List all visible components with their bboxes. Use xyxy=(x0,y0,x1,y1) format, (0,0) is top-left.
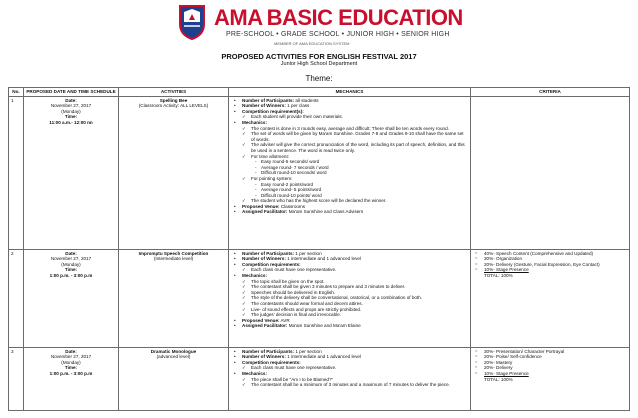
list-item: • Number of Participants: 1 per section xyxy=(231,251,468,257)
list-item: ✓ The piece shall be "Am I to be Blamed?" xyxy=(231,377,468,383)
table-header-row xyxy=(9,88,630,97)
date-cell xyxy=(24,96,119,249)
list-item: • Number of Participants: 1 per section xyxy=(231,349,468,355)
list-item: • Mechanics: xyxy=(231,120,468,126)
activity-cell xyxy=(119,96,229,249)
mechanics-cell xyxy=(229,347,471,410)
list-item: ✓ Each student will provide their own materials. xyxy=(231,114,468,120)
time-value: 1:00 p.m. - 3:00 p.m xyxy=(49,272,93,278)
list-item: ✓ The style of the delivery shall be conversational, oratorical, or a combination of both. xyxy=(231,295,468,301)
brand-part2: BASIC EDUCATION xyxy=(266,5,463,30)
criteria-item: ○ 30%- Presentation/ Character Portrayal xyxy=(473,349,627,355)
table-row xyxy=(9,96,630,249)
row-number: 2 xyxy=(9,249,24,347)
list-item: ✓ Each class must have one representative. xyxy=(231,267,468,273)
criteria-cell xyxy=(471,249,630,347)
criteria-item: ○ 20%- Mastery xyxy=(473,360,627,366)
day-value: (Monday) xyxy=(61,261,81,267)
criteria-cell xyxy=(471,96,630,249)
criteria-item: ○ 20%- Delivery xyxy=(473,365,627,371)
list-item: ✓ Live- of sound effects and props are strictly prohibited. xyxy=(231,307,468,313)
time-value: 11:00 a.m.- 12:00 nn xyxy=(49,119,93,125)
document-subtitle: Junior High School Department xyxy=(280,61,358,67)
list-item: • Number of Winners: 1 intermediate and 1 advanced level xyxy=(231,354,468,360)
list-item: - Easy round-2 points/word xyxy=(231,182,468,188)
list-item: • Competition requirement(s): xyxy=(231,109,468,115)
day-value: (Monday) xyxy=(61,359,81,365)
list-item: - Average round- 5 points/word xyxy=(231,187,468,193)
header-date: PROPOSED DATE AND TIME SCHEDULE xyxy=(24,88,119,97)
list-item: • Mechanics: xyxy=(231,371,468,377)
list-item: ✓ The judges' decision is final and irrevocable. xyxy=(231,312,468,318)
date-value: November 27, 2017 xyxy=(50,354,92,360)
brand-part1: AMA xyxy=(214,5,263,30)
list-item: • Competition requirements: xyxy=(231,262,468,268)
criteria-item: ○ 10%- Stage Presence xyxy=(473,371,627,377)
time-label: Time: xyxy=(64,365,78,371)
criteria-item: ○ 10%- Stage Presence xyxy=(473,267,627,273)
criteria-cell xyxy=(471,347,630,410)
list-item: ✓ The contestant shall be given 3 minutes to prepare and 3 minutes to deliver. xyxy=(231,284,468,290)
activity-level: (advanced level) xyxy=(156,354,191,360)
list-item: ✓ The contestants should wear formal and decent attires. xyxy=(231,301,468,307)
day-value: (Monday) xyxy=(61,108,81,114)
table-row xyxy=(9,249,630,347)
row-number: 1 xyxy=(9,96,24,249)
list-item: - Easy round-5 seconds/ word xyxy=(231,159,468,165)
list-item: • Assigned Facilitator: Ma'am Sunshine and Class Advisers xyxy=(231,209,468,215)
time-value: 1:00 p.m. - 3:00 p.m xyxy=(49,370,93,376)
list-item: ✓ The adviser will give the correct pronunciation of the word, including its part of speech, definition, and this be used in a sentence. The word is read twice only. xyxy=(231,142,468,153)
activity-name: Dramatic Monologue xyxy=(150,348,197,354)
activity-name: Impromptu Speech Competition xyxy=(138,250,209,256)
time-label: Time: xyxy=(64,114,78,120)
header-mechanics: MECHANICS xyxy=(229,88,471,97)
list-item: • Number of Participants: all students xyxy=(231,98,468,104)
school-levels: PRE-SCHOOL • GRADE SCHOOL • JUNIOR HIGH • SENIOR HIGH xyxy=(226,31,450,38)
date-cell xyxy=(24,347,119,410)
list-item: • Assigned Facilitator: Ma'am Sunshine and Ma'am Elaine xyxy=(231,323,468,329)
activity-level: (Classroom Activity: ALL LEVELS) xyxy=(138,103,209,109)
list-item: - Difficult round-10 points/ word xyxy=(231,193,468,199)
date-label: Date: xyxy=(65,97,77,103)
list-item: - Average round- 7 seconds / word xyxy=(231,165,468,171)
list-item: - Difficult round-10 seconds/ word xyxy=(231,170,468,176)
list-item: ✓ The student who has the highest score will be declared the winner. xyxy=(231,198,468,204)
list-item: • Proposed Venue: Classrooms xyxy=(231,204,468,210)
theme-label: Theme: xyxy=(305,74,333,83)
mechanics-cell xyxy=(229,249,471,347)
criteria-item: ○ 20%- Delivery (Gesture, Facial Expression, Eye Contact) xyxy=(473,262,627,268)
mechanics-cell xyxy=(229,96,471,249)
list-item: • Mechanics: xyxy=(231,273,468,279)
header-activities: ACTIVITIES xyxy=(119,88,229,97)
criteria-total: TOTAL: 100% xyxy=(484,272,513,278)
list-item: ✓ Speeches should be delivered in English. xyxy=(231,290,468,296)
list-item: ✓ The contestant shall be a minimum of 3 minutes and a maximum of 7 minutes to deliver the piece. xyxy=(231,382,468,388)
list-item: • Number of Winners: 1 per class xyxy=(231,103,468,109)
activity-cell xyxy=(119,249,229,347)
list-item: • Competition requirements: xyxy=(231,360,468,366)
criteria-item: ○ 30%- Organization xyxy=(473,256,627,262)
date-label: Date: xyxy=(65,250,77,256)
activities-table xyxy=(8,87,630,411)
brand-name xyxy=(214,5,463,31)
criteria-item: ○ 40%- Speech Content (Comprehensive and Updated) xyxy=(473,251,627,257)
activity-level: (Intermediate level) xyxy=(153,256,194,262)
header-criteria: CRITERIA xyxy=(471,88,630,97)
member-line: MEMBER OF AMA EDUCATION SYSTEM xyxy=(274,41,350,46)
date-cell xyxy=(24,249,119,347)
date-value: November 27, 2017 xyxy=(50,256,92,262)
list-item: ✓ For time allotment: xyxy=(231,154,468,160)
date-label: Date: xyxy=(65,348,77,354)
document-title: PROPOSED ACTIVITIES FOR ENGLISH FESTIVAL 2017 xyxy=(221,52,417,61)
date-value: November 27, 2017 xyxy=(50,103,92,109)
activity-cell xyxy=(119,347,229,410)
list-item: ✓ The topic shall be given on the spot. xyxy=(231,279,468,285)
list-item: ✓ For pointing system: xyxy=(231,176,468,182)
school-logo xyxy=(178,4,468,50)
time-label: Time: xyxy=(64,267,78,273)
list-item: ✓ The contest is done in 3 rounds easy, average and difficult; There shall be ten words every round. xyxy=(231,126,468,132)
list-item: ✓ Each class must have one representative. xyxy=(231,365,468,371)
table-row xyxy=(9,347,630,410)
row-number: 3 xyxy=(9,347,24,410)
list-item: • Number of Winners: 1 intermediate and 1 advanced level xyxy=(231,256,468,262)
header-no: No. xyxy=(9,88,24,97)
criteria-total: TOTAL: 100% xyxy=(484,376,513,382)
criteria-item: ○ 20%- Poise/ Self-confidence xyxy=(473,354,627,360)
activity-name: Spelling Bee xyxy=(159,97,188,103)
shield-icon xyxy=(178,4,206,40)
list-item: • Proposed Venue: AVR xyxy=(231,318,468,324)
list-item: ✓ The set of words will be given by Ma'am Sunshine. Grades 7-8 and Grades 9-10 shall have the same set of words. xyxy=(231,131,468,142)
